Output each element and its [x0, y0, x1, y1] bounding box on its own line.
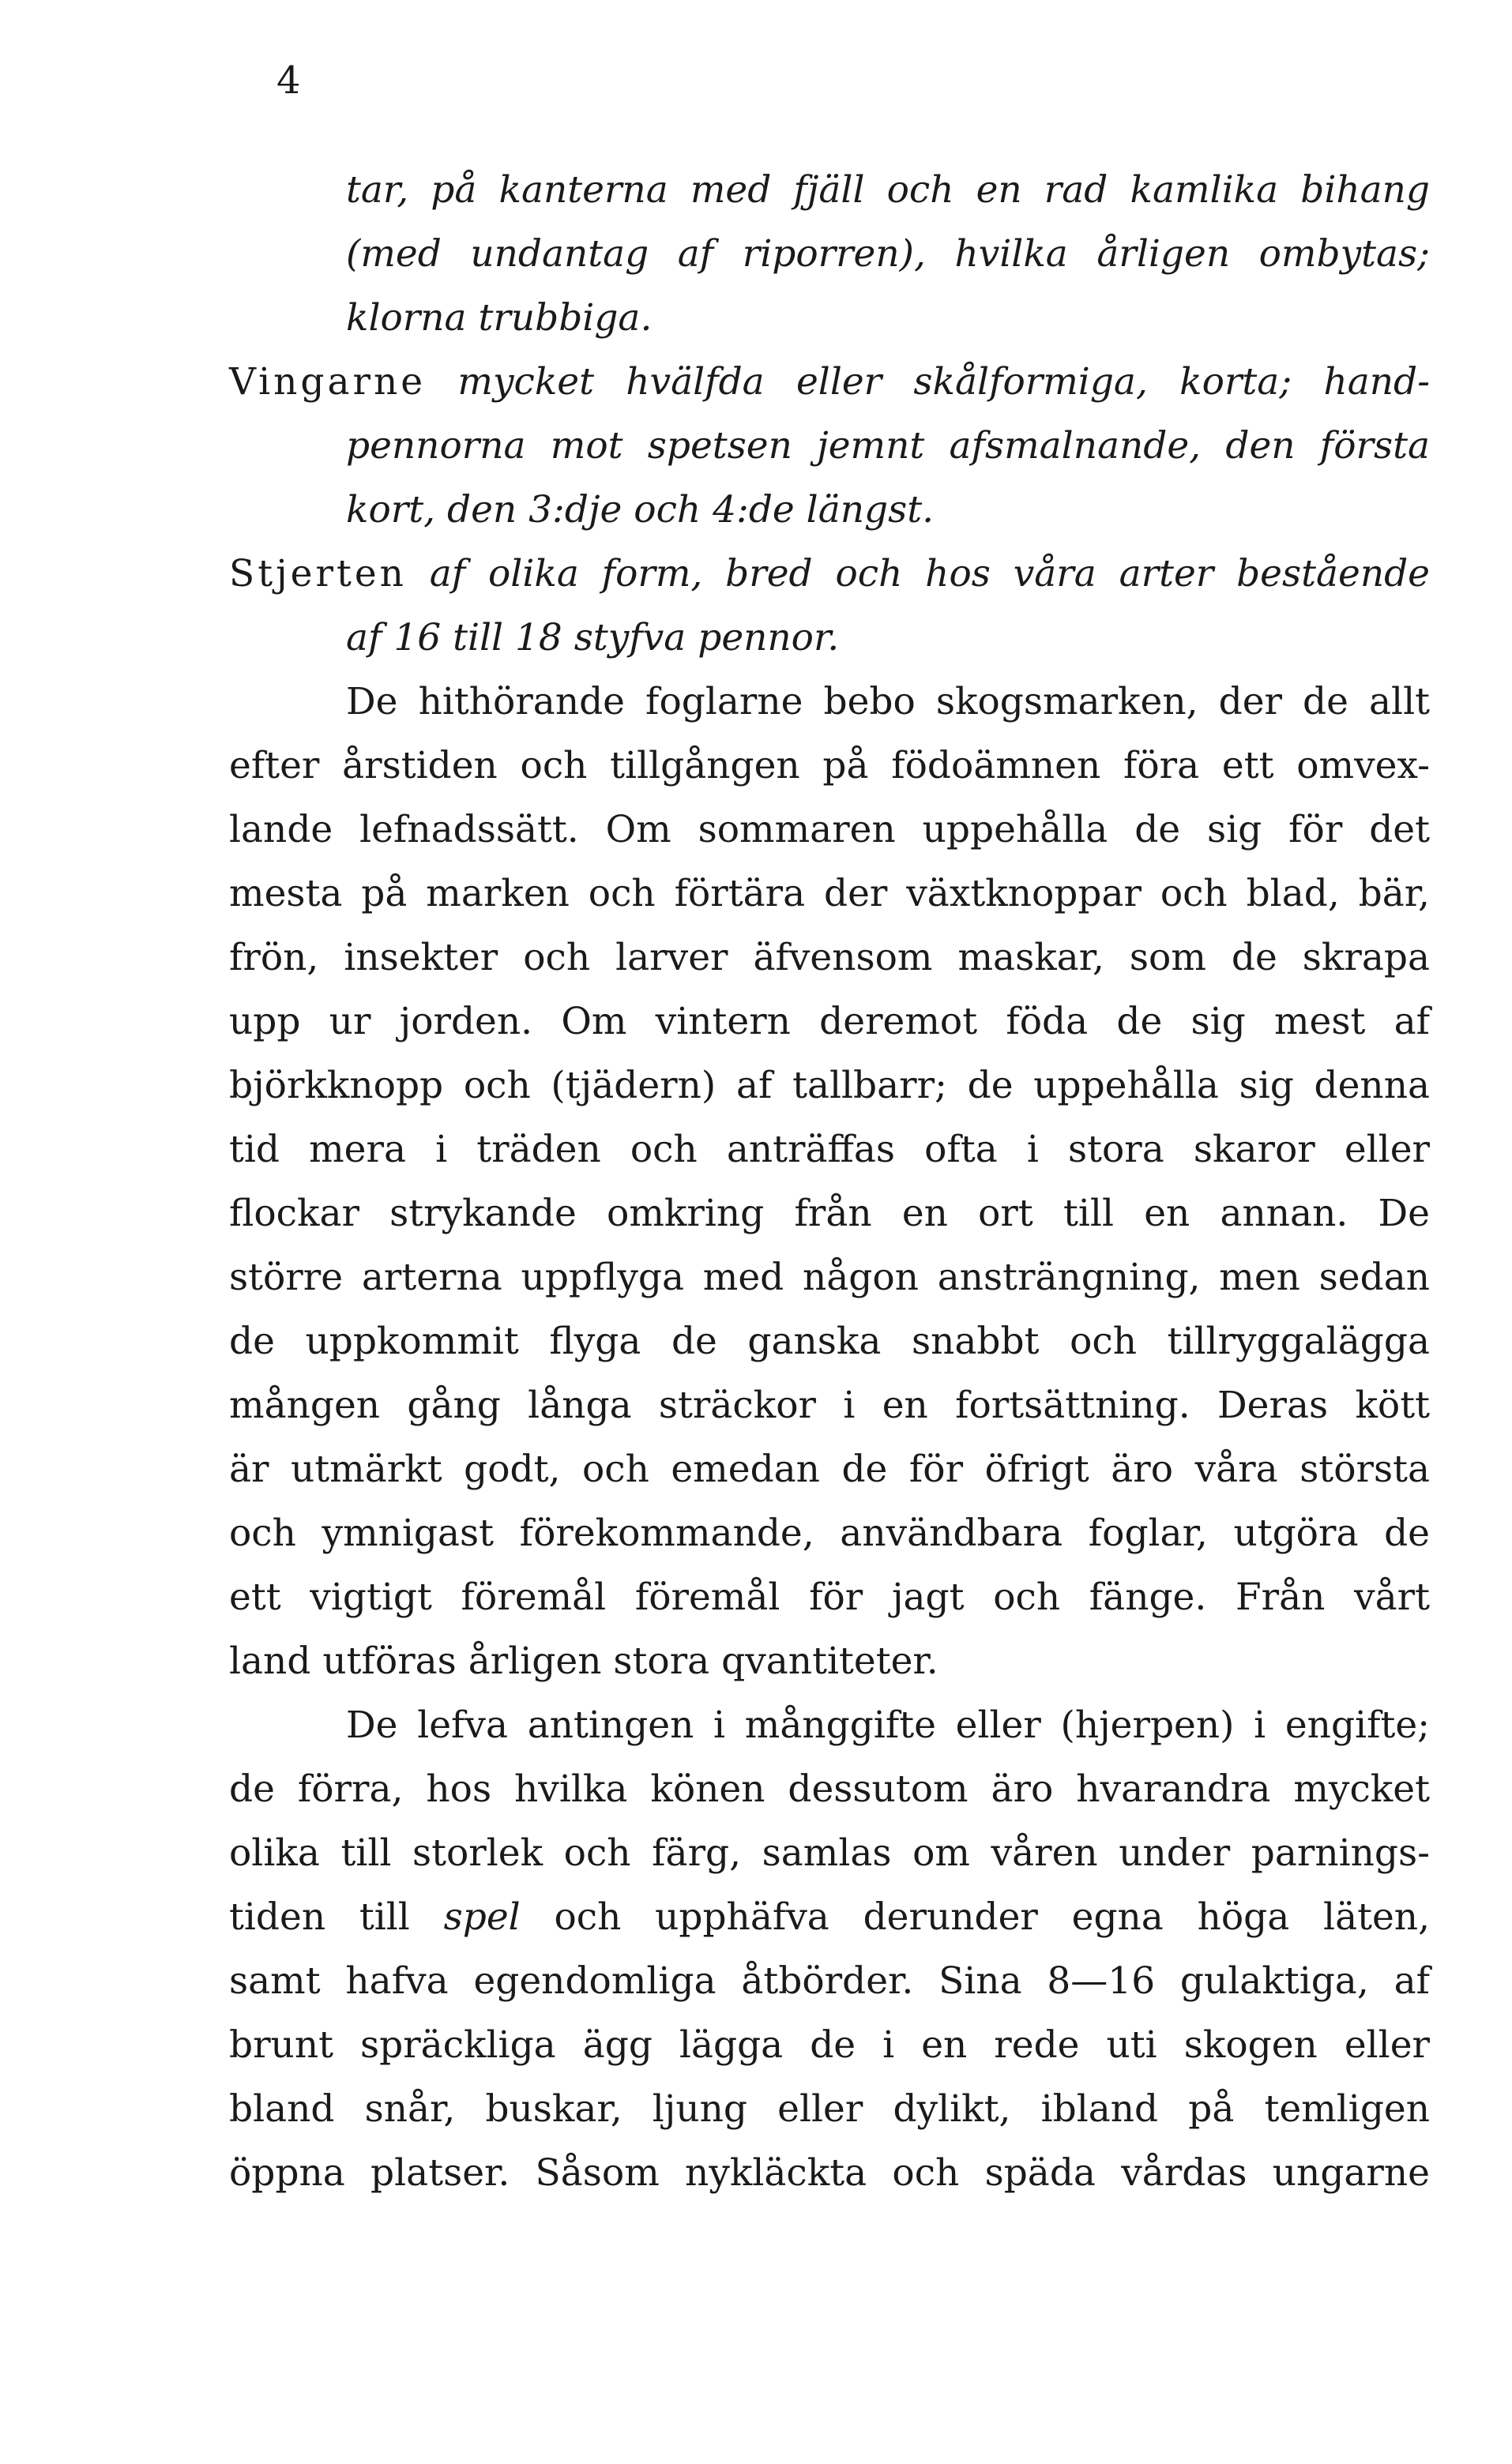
text-line — [229, 798, 1430, 862]
text-span: land utföras årligen stora qvantiteter. — [229, 1640, 938, 1683]
text-line — [229, 1821, 1430, 1885]
text-span: De lefva antingen i månggifte eller (hjerpen) i engifte; — [346, 1703, 1430, 1747]
text-line — [229, 1693, 1430, 1757]
text-span: tar, på kanterna med fjäll och en rad kamlika bihang — [346, 168, 1430, 212]
text-span: mången gång långa sträckor i en fortsättning. Deras kött — [229, 1384, 1430, 1427]
text-line — [229, 606, 1430, 670]
text-span: klorna trubbiga. — [346, 296, 653, 340]
text-line — [229, 990, 1430, 1054]
text-span: af olika form, bred och hos våra arter bestående — [406, 552, 1430, 595]
text-span: är utmärkt godt, och emedan de för öfrigt äro våra största — [229, 1448, 1430, 1491]
text-span: brunt spräckliga ägg lägga de i en rede uti skogen eller — [229, 2023, 1430, 2067]
text-line — [229, 1117, 1430, 1181]
text-line — [229, 1245, 1430, 1309]
text-span: kort, den 3:dje och 4:de längst. — [346, 488, 935, 531]
text-span: efter årstiden och tillgången på födoämnen föra ett omvex- — [229, 744, 1430, 787]
page-number: 4 — [276, 58, 301, 103]
text-line — [229, 2141, 1430, 2205]
text-span: de uppkommit flyga de ganska snabbt och tillryggalägga — [229, 1320, 1430, 1363]
body-text — [229, 158, 1430, 2205]
text-line — [229, 862, 1430, 926]
text-line — [229, 1054, 1430, 1117]
text-span: (med undantag af riporren), hvilka årligen ombytas; — [346, 232, 1430, 276]
text-line — [229, 1501, 1430, 1565]
text-line — [229, 222, 1430, 286]
text-line — [229, 1373, 1430, 1437]
text-span: ett vigtigt föremål föremål för jagt och fänge. Från vårt — [229, 1576, 1430, 1619]
text-span: tid mera i träden och anträffas ofta i stora skaror eller — [229, 1128, 1430, 1171]
text-line — [229, 926, 1430, 990]
text-span: spel — [443, 1895, 521, 1939]
text-line — [229, 2013, 1430, 2077]
text-line — [229, 1565, 1430, 1629]
text-line — [229, 1437, 1430, 1501]
text-line — [229, 478, 1430, 542]
text-span: flockar strykande omkring från en ort till en annan. De — [229, 1192, 1430, 1235]
text-span: och upphäfva derunder egna höga läten, — [520, 1895, 1431, 1939]
text-line — [229, 286, 1430, 350]
text-span: tiden till — [229, 1895, 444, 1939]
text-line — [229, 158, 1430, 222]
text-span: samt hafva egendomliga åtbörder. Sina 8—16 gulaktiga, af — [229, 1959, 1430, 2003]
text-line — [229, 414, 1430, 478]
text-span: öppna platser. Såsom nykläckta och späda vårdas ungarne — [229, 2151, 1430, 2195]
text-span: frön, insekter och larver äfvensom maskar, som de skrapa — [229, 936, 1430, 979]
text-span: upp ur jorden. Om vintern deremot föda de sig mest af — [229, 1000, 1430, 1043]
text-line — [229, 542, 1430, 606]
text-span: mycket hvälfda eller skålformiga, korta; hand- — [426, 360, 1430, 404]
text-line — [229, 2077, 1430, 2141]
text-line — [229, 1757, 1430, 1821]
text-span: de förra, hos hvilka könen dessutom äro hvarandra mycket — [229, 1767, 1430, 1811]
text-span: björkknopp och (tjädern) af tallbarr; de uppehålla sig denna — [229, 1064, 1430, 1107]
text-span: Stjerten — [229, 552, 407, 595]
text-line — [229, 350, 1430, 414]
text-line — [229, 1309, 1430, 1373]
text-span: större arterna uppflyga med någon ansträngning, men sedan — [229, 1256, 1430, 1299]
text-span: bland snår, buskar, ljung eller dylikt, ibland på temligen — [229, 2087, 1430, 2131]
text-line — [229, 734, 1430, 798]
text-span: mesta på marken och förtära der växtknoppar och blad, bär, — [229, 872, 1430, 915]
text-line — [229, 1181, 1430, 1245]
text-line — [229, 670, 1430, 734]
text-span: och ymnigast förekommande, användbara foglar, utgöra de — [229, 1512, 1430, 1555]
text-span: Vingarne — [229, 360, 427, 404]
text-span: De hithörande foglarne bebo skogsmarken, der de allt — [346, 680, 1430, 723]
text-line — [229, 1885, 1430, 1949]
text-span: af 16 till 18 styfva pennor. — [346, 616, 840, 659]
text-span: olika till storlek och färg, samlas om våren under parnings- — [229, 1831, 1430, 1875]
text-line — [229, 1949, 1430, 2013]
text-span: lande lefnadssätt. Om sommaren uppehålla de sig för det — [229, 808, 1430, 851]
text-line — [229, 1629, 1430, 1693]
text-span: pennorna mot spetsen jemnt afsmalnande, den första — [346, 424, 1430, 468]
